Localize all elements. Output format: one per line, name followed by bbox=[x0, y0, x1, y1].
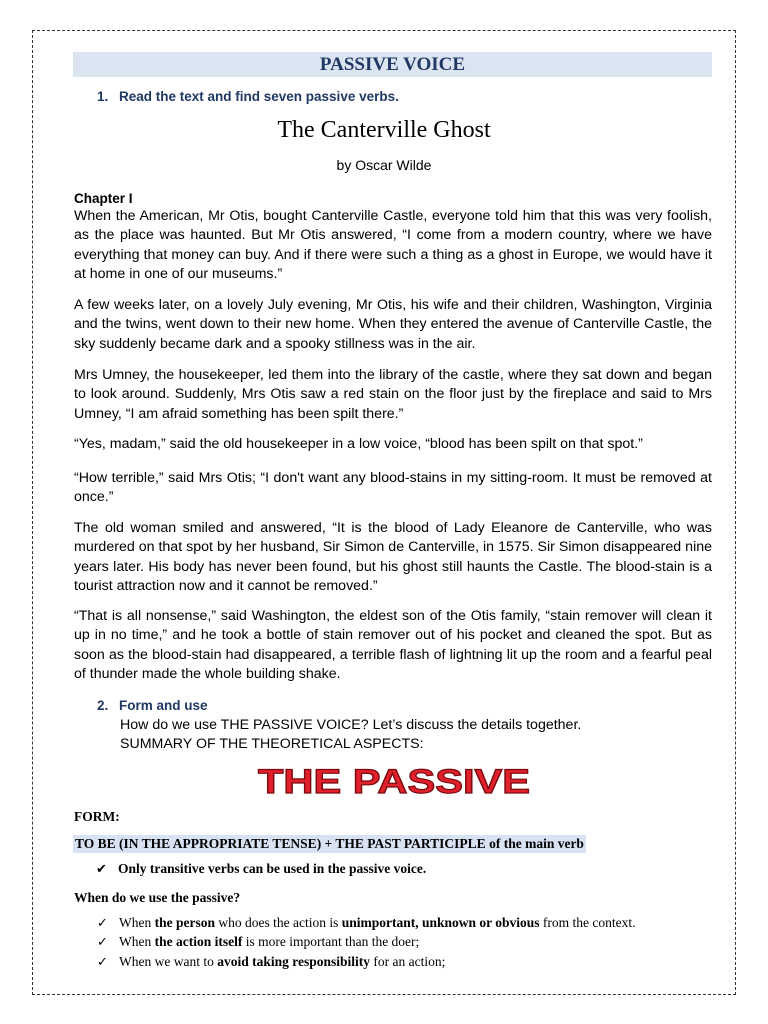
use-item-emphasis: the action itself bbox=[154, 934, 243, 949]
the-passive-logo bbox=[256, 761, 532, 801]
use-item bbox=[97, 934, 419, 950]
story-paragraph-7: “That is all nonsense,” said Washington, the eldest son of the Otis family, “stain remover will clean it up in no time,” and he took a bottle of stain remover out of his pocket and cleaned the spot. But as soon as the blood-stain had disappeared, a terrible flash of lightning lit up the room and a fearful peal of thunder made the whole building shake. bbox=[74, 608, 712, 682]
use-item-text: who does the action is bbox=[214, 915, 342, 930]
task-1-text: Read the text and find seven passive verbs. bbox=[119, 89, 399, 104]
use-item-text: When bbox=[119, 934, 155, 949]
check-icon: ✓ bbox=[97, 955, 108, 970]
task-2-summary-label: SUMMARY OF THE THEORETICAL ASPECTS: bbox=[120, 736, 424, 752]
check-icon: ✓ bbox=[97, 916, 108, 931]
task-1-number: 1. bbox=[97, 89, 109, 104]
task-2-title: Form and use bbox=[119, 698, 208, 713]
form-rule-formula: TO BE (IN THE APPROPRIATE TENSE) + THE PAST PARTICIPLE bbox=[75, 836, 486, 851]
form-label: FORM: bbox=[74, 809, 120, 824]
transitive-note bbox=[96, 861, 426, 877]
use-item-text: from the context. bbox=[539, 915, 636, 930]
use-item-emphasis: unimportant, unknown or obvious bbox=[341, 915, 540, 930]
task-2-number: 2. bbox=[97, 698, 109, 713]
story-paragraph-3: Mrs Umney, the housekeeper, led them into the library of the castle, where they sat down and began to look around. Suddenly, Mrs Otis saw a red stain on the floor just by the fireplace and said to Mrs Umney, “I am afraid something has been spilt there.” bbox=[74, 367, 712, 422]
the-passive-logo-text: THE PASSIVE bbox=[258, 763, 530, 801]
check-icon: ✔ bbox=[96, 862, 107, 877]
use-question: When do we use the passive? bbox=[74, 890, 241, 905]
task-1-heading bbox=[97, 89, 399, 104]
use-item-text: for an action; bbox=[370, 954, 446, 969]
task-2-question: How do we use THE PASSIVE VOICE? Let’s discuss the details together. bbox=[120, 717, 582, 733]
use-item-text: When we want to bbox=[119, 954, 218, 969]
use-item-emphasis: avoid taking responsibility bbox=[217, 954, 371, 969]
use-item bbox=[97, 915, 636, 931]
story-paragraph-2: A few weeks later, on a lovely July evening, Mr Otis, his wife and their children, Washington, Virginia and the twins, went down to their new home. When they entered the avenue of Canterville Castle, the sky suddenly became dark and a spooky stillness was in the air. bbox=[74, 297, 712, 352]
use-item bbox=[97, 954, 445, 970]
use-item-text: When bbox=[119, 915, 155, 930]
transitive-note-text: Only transitive verbs can be used in the passive voice. bbox=[118, 861, 427, 876]
form-rule-suffix: of the main verb bbox=[485, 836, 584, 851]
check-icon: ✓ bbox=[97, 935, 108, 950]
page-title: PASSIVE VOICE bbox=[73, 52, 712, 77]
chapter-heading: Chapter I bbox=[74, 191, 133, 206]
form-rule bbox=[73, 835, 586, 853]
story-paragraph-5: “How terrible,” said Mrs Otis; “I don't want any blood-stains in my sitting-room. It must be removed at once.” bbox=[74, 470, 712, 506]
story-paragraph-6: The old woman smiled and answered, “It is the blood of Lady Eleanore de Canterville, who was murdered on that spot by her husband, Sir Simon de Canterville, in 1575. Sir Simon disappeared nine years later. His body has never been found, but his ghost still haunts the Castle. The blood-stain is a tourist attraction now and it cannot be removed.” bbox=[74, 520, 712, 594]
story-paragraph-1: When the American, Mr Otis, bought Canterville Castle, everyone told him that this was very foolish, as the place was haunted. But Mr Otis answered, “I come from a modern country, where we have everything that money can buy. And if there were such a thing as a ghost in Europe, we would have it at home in one of our museums.” bbox=[74, 208, 712, 282]
use-item-text: is more important than the doer; bbox=[242, 934, 420, 949]
use-item-emphasis: the person bbox=[154, 915, 215, 930]
story-author: by Oscar Wilde bbox=[336, 157, 432, 173]
story-title: The Canterville Ghost bbox=[277, 117, 491, 143]
task-2-heading bbox=[97, 698, 208, 713]
story-paragraph-4: “Yes, madam,” said the old housekeeper in a low voice, “blood has been spilt on that spot.” bbox=[74, 436, 643, 452]
